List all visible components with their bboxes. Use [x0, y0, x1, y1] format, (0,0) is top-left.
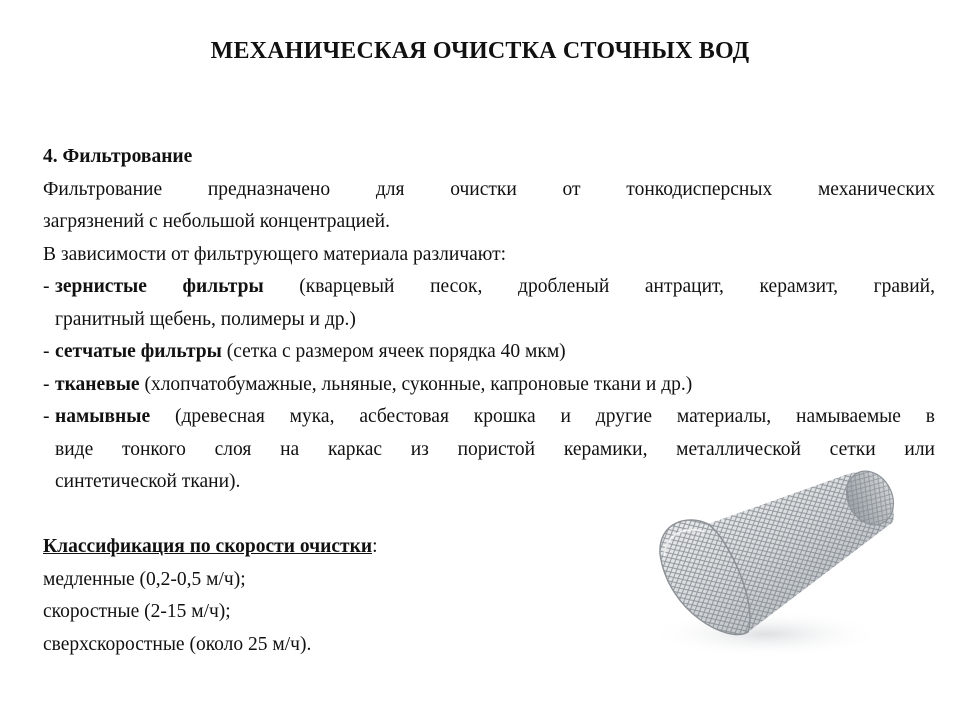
bullet-dash: - — [43, 373, 50, 395]
bullet-dash: - — [43, 276, 50, 297]
bullet-text: (сетка с размером ячеек порядка 40 мкм) — [226, 341, 566, 362]
bullet-line: гранитный щебень, полимеры и др.) — [55, 308, 356, 330]
list-item — [43, 271, 935, 336]
classification-title: Классификация по скорости очистки — [43, 536, 373, 557]
bullet-dash: - — [43, 406, 50, 427]
classification-item: скоростные (2-15 м/ч); — [43, 601, 231, 622]
intro-line-1: Фильтрование предназначено для очистки от тонкодисперсных механических — [43, 178, 935, 200]
bullet-term: зернистые фильтры — [55, 276, 264, 297]
classification-colon: : — [372, 536, 378, 557]
bullet-text: (кварцевый песок, дробленый антрацит, керамзит, гравий, — [299, 276, 935, 297]
bullet-term: тканевые — [55, 373, 140, 395]
depends-line: В зависимости от фильтрующего материала различают: — [43, 243, 507, 265]
mesh-filter-cylinder-icon — [648, 462, 908, 662]
page-title: МЕХАНИЧЕСКАЯ ОЧИСТКА СТОЧНЫХ ВОД — [210, 38, 750, 64]
section-heading: 4. Фильтрование — [43, 146, 193, 167]
bullet-line — [55, 271, 935, 304]
bullet-line — [55, 401, 935, 434]
bullet-text: (хлопчатобумажные, льняные, суконные, капроновые ткани и др.) — [144, 373, 693, 395]
bullet-line — [55, 369, 935, 402]
bullet-line: виде тонкого слоя на каркас из пористой керамики, металлической сетки или — [55, 438, 935, 460]
classification-item: сверхскоростные (около 25 м/ч). — [43, 633, 312, 655]
intro-line-2: загрязнений с небольшой концентрацией. — [43, 211, 390, 232]
bullet-term: сетчатые фильтры — [55, 341, 222, 362]
list-item — [43, 369, 935, 402]
bullet-text: (древесная мука, асбестовая крошка и другие материалы, намываемые в — [175, 406, 935, 427]
bullet-line: синтетической ткани). — [55, 471, 241, 492]
bullet-dash: - — [43, 341, 50, 362]
mesh-filter-image — [648, 462, 908, 662]
bullet-term: намывные — [55, 406, 151, 427]
classification-item: медленные (0,2-0,5 м/ч); — [43, 568, 246, 590]
list-item — [43, 336, 935, 369]
bullet-line — [55, 336, 935, 369]
